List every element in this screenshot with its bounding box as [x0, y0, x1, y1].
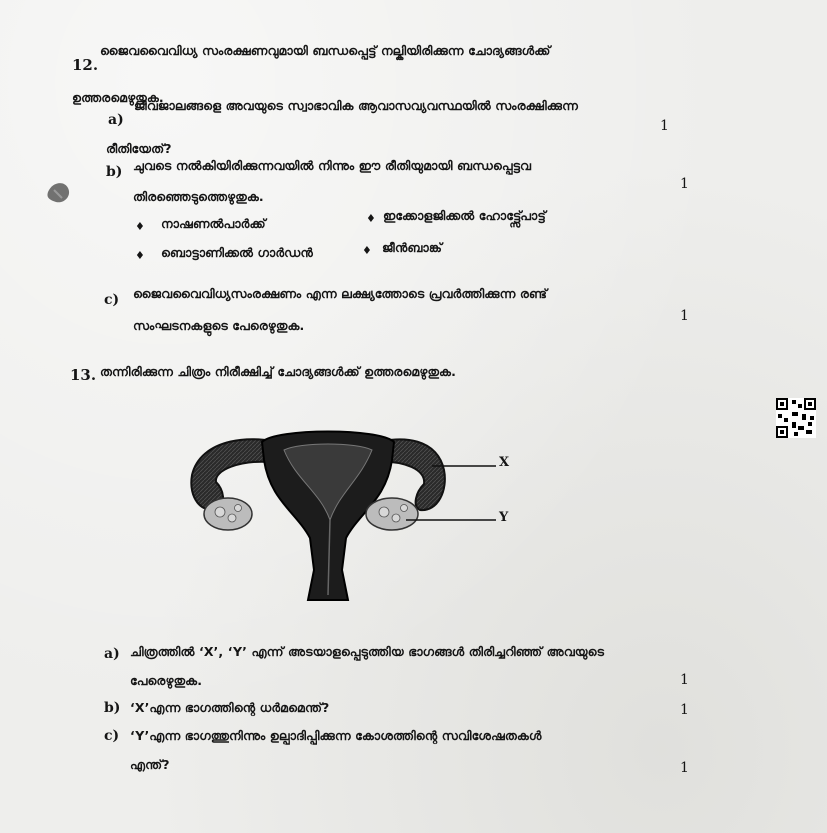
ovary-right — [366, 498, 418, 530]
q12c-mark: 1 — [680, 308, 689, 324]
q13b-label: b) — [104, 700, 121, 716]
q13c-text-line1: ‘Y’എന്ന ഭാഗത്തുനിന്നും ഉല്പാദിപ്പിക്കുന്ന കോശത്തിന്റെ സവിശേഷതകൾ — [130, 728, 542, 743]
bullet-icon: ♦ — [135, 220, 145, 233]
q12b-text-line2: തിരഞ്ഞെടുത്തെഴുതുക. — [133, 189, 264, 204]
bullet-icon: ♦ — [362, 244, 372, 257]
q12b-text-line1: ചുവടെ നൽകിയിരിക്കുന്നവയിൽ നിന്നും ഈ രീതിയുമായി ബന്ധപ്പെട്ടവ — [133, 158, 532, 173]
q13b-text-line1: ‘X’എന്ന ഭാഗത്തിന്റെ ധർമമെന്ത്? — [130, 700, 330, 715]
qr-code-icon[interactable] — [776, 398, 816, 438]
bullet-icon: ♦ — [366, 212, 376, 225]
q13c-label: c) — [104, 728, 120, 744]
q13-instruction: തന്നിരിക്കുന്ന ചിത്രം നിരീക്ഷിച്ച് ചോദ്യങ്ങൾക്ക് ഉത്തരമെഴുതുക. — [100, 364, 456, 379]
q12c-label: c) — [104, 292, 120, 308]
q12b-label: b) — [106, 164, 123, 180]
q12-text-line1: ജൈവവൈവിധ്യ സംരക്ഷണവുമായി ബന്ധപ്പെട്ട് നല്കിയിരിക്കുന്ന ചോദ്യങ്ങൾക്ക് — [100, 43, 551, 58]
q13a-mark: 1 — [680, 672, 689, 688]
q12c-text-line2: സംഘടനകളുടെ പേരെഴുതുക. — [133, 318, 305, 333]
q13c-text-line2: എന്ത്? — [130, 757, 170, 772]
q12-text-line2: ഉത്തരമെഴുതുക. — [72, 90, 164, 105]
q13-number: 13. — [70, 366, 97, 384]
q12-number: 12. — [72, 56, 99, 74]
figure-label-y: Y — [499, 510, 509, 525]
q12c-text-line1: ജൈവവൈവിധ്യസംരക്ഷണം എന്ന ലക്ഷ്യത്തോടെ പ്രവർത്തിക്കുന്ന രണ്ട് — [133, 286, 548, 301]
q13b-mark: 1 — [680, 702, 689, 718]
q12a-label: a) — [108, 112, 124, 128]
q12b-option-4: ജീൻബാങ്ക് — [382, 240, 442, 255]
q12b-option-1: നാഷണൽപാർക്ക് — [161, 216, 266, 231]
q13a-text-line1: ചിത്രത്തിൽ ‘X’, ‘Y’ എന്ന് അടയാളപ്പെടുത്തിയ ഭാഗങ്ങൾ തിരിച്ചറിഞ്ഞ് അവയുടെ — [130, 644, 605, 659]
q13c-mark: 1 — [680, 760, 689, 776]
q12b-option-3: ബൊട്ടാണിക്കൽ ഗാർഡൻ — [161, 245, 313, 260]
q13a-label: a) — [104, 646, 120, 662]
q12a-text-line2: രീതിയേത്? — [106, 141, 172, 156]
q13a-text-line2: പേരെഴുതുക. — [130, 673, 203, 688]
figure-label-x: X — [499, 455, 510, 470]
ovary-left — [204, 498, 252, 530]
q12a-mark: 1 — [660, 118, 669, 134]
q12b-mark: 1 — [680, 176, 689, 192]
q12a-text-line1: ജീവജാലങ്ങളെ അവയുടെ സ്വാഭാവിക ആവാസവ്യവസ്ഥയിൽ സംരക്ഷിക്കുന്ന — [134, 98, 578, 113]
q12b-option-2: ഇക്കോളജിക്കൽ ഹോട്ട്സ്പോട്ട് — [383, 208, 546, 223]
bullet-icon: ♦ — [135, 249, 145, 262]
ink-smudge — [44, 178, 74, 208]
